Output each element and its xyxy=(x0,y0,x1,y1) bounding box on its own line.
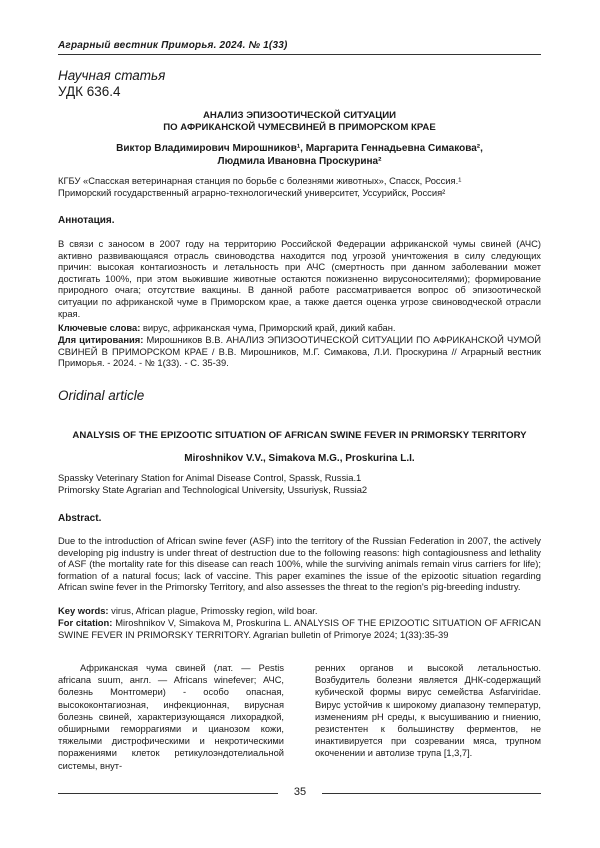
authors-ru-line2: Людмила Ивановна Проскурина² xyxy=(217,156,382,167)
citation-text-ru: Мирошников В.В. АНАЛИЗ ЭПИЗООТИЧЕСКОЙ СИТУАЦИИ ПО АФРИКАНСКОЙ ЧУМОЙ СВИНЕЙ В ПРИМОРСКОМ КРАЕ / В.В. Мирошников, М.Г. Симакова, Л.И. Проскурина // Аграрный вестник Приморья. - 2024. - № 1(33). - С. 35-39. xyxy=(58,334,541,369)
affiliation-en-1: Spassky Veterinary Station for Animal Disease Control, Spassk, Russia.1 xyxy=(58,472,362,483)
title-ru-line2: ПО АФРИКАНСКОЙ ЧУМЕСВИНЕЙ В ПРИМОРСКОМ КРАЕ xyxy=(163,122,436,133)
footer-divider-right xyxy=(322,793,541,794)
authors-en: Miroshnikov V.V., Simakova M.G., Proskurina L.I. xyxy=(184,453,415,464)
abstract-text-ru: В связи с заносом в 2007 году на территорию Российской Федерации африканской чумы свиней (АЧС) активно развивающаяся отрасль свиноводства находится под угрозой уничтожения в силу следующих причин: высокая контагиозность и летальность при АЧС (смертность при данном заболевании может достигать 100%, при этом выжившие животные остаются пожизненно вирусоносителями); формирование природного очага; отсутствие вакцины. В данной работе рассматривается вопрос об эпизоотической ситуации по африканской чуме в Приморском крае, а также дается оценка угрозе свиноводческой отрасли края. xyxy=(58,238,541,319)
keywords-text-ru: вирус, африканская чума, Приморский край, дикий кабан. xyxy=(140,322,396,333)
title-ru-line1: АНАЛИЗ ЭПИЗООТИЧЕСКОЙ СИТУАЦИИ xyxy=(203,110,396,121)
body-column-right: ренних органов и высокой летальностью. Возбудитель болезни является ДНК-содержащий кубической формы вирус семейства Asfarviridae. Вирус устойчив к широкому диапазону температур, изменениям pH среды, к высушиванию и гниению, резистентен к большинству ферментов, не инактивируется при созревании мяса, трупном окоченении и автолизе трупа [1,3,7]. xyxy=(315,663,541,759)
article-type-ru: Научная статья xyxy=(58,68,166,83)
keywords-label-en: Key words: xyxy=(58,605,109,616)
authors-ru-line1: Виктор Владимирович Мирошников¹, Маргарита Геннадьевна Симакова², xyxy=(116,143,483,154)
citation-label-en: For citation: xyxy=(58,617,113,628)
page-number: 35 xyxy=(293,786,307,798)
keywords-ru xyxy=(58,322,541,334)
header-divider xyxy=(58,54,541,55)
keywords-en xyxy=(58,605,541,617)
footer-divider-left xyxy=(58,793,278,794)
article-type-en: Oridinal article xyxy=(58,388,145,403)
affiliation-ru-1: КГБУ «Спасская ветеринарная станция по борьбе с болезнями животных», Спасск, Россия.¹ xyxy=(58,175,462,186)
abstract-heading-ru: Аннотация. xyxy=(58,215,115,226)
udk-code: УДК 636.4 xyxy=(58,84,121,99)
journal-header: Аграрный вестник Приморья. 2024. № 1(33) xyxy=(58,40,288,51)
affiliation-ru-2: Приморский государственный аграрно-технологический университет, Уссурийск, Россия² xyxy=(58,187,446,198)
abstract-text-en: Due to the introduction of African swine fever (ASF) into the territory of the Russian Federation in 2007, the actively developing pig industry is under threat of destruction due to the following reasons: high contagiousness and lethality of ASF (the mortality rate for this disease can reach 100%, while the surviving animals remain virus carriers for life); formation of a natural focus; lack of vaccine. This paper examines the issue of the epizootic situation regarding African swine fever in the Primorsky Territory, and also assesses the threat to the region's pig-breeding industry. xyxy=(58,535,541,593)
title-en: ANALYSIS OF THE EPIZOOTIC SITUATION OF AFRICAN SWINE FEVER IN PRIMORSKY TERRITORY xyxy=(72,430,527,441)
affiliation-en-2: Primorsky State Agrarian and Technological University, Ussuriysk, Russia2 xyxy=(58,484,368,495)
keywords-text-en: virus, African plague, Primossky region, wild boar. xyxy=(108,605,318,616)
body-column-left: Африканская чума свиней (лат. — Pestis africana suum, англ. — Africans winefever; АЧС, болезнь Монтгомери) - особо опасная, высококонтагиозная, инфекционная, вирусная болезнь свиней, характеризующаяся лихорадкой, обширными геморрагиями и цианозом кожи, тяжелыми дистрофическими и некротическими поражениями клеток ретикулоэндотелиальной системы, внут- xyxy=(58,663,284,771)
citation-ru xyxy=(58,334,541,369)
keywords-label-ru: Ключевые слова: xyxy=(58,322,141,333)
citation-label-ru: Для цитирования: xyxy=(58,334,144,345)
citation-text-en: Miroshnikov V, Simakova M, Proskurina L. ANALYSIS OF THE EPIZOOTIC SITUATION OF AFRICAN SWINE FEVER IN PRIMORSKY TERRITORY. Agrarian bulletin of Primorye 2024; 1(33):35-39 xyxy=(58,617,541,640)
abstract-heading-en: Abstract. xyxy=(58,513,102,524)
citation-en xyxy=(58,617,541,640)
